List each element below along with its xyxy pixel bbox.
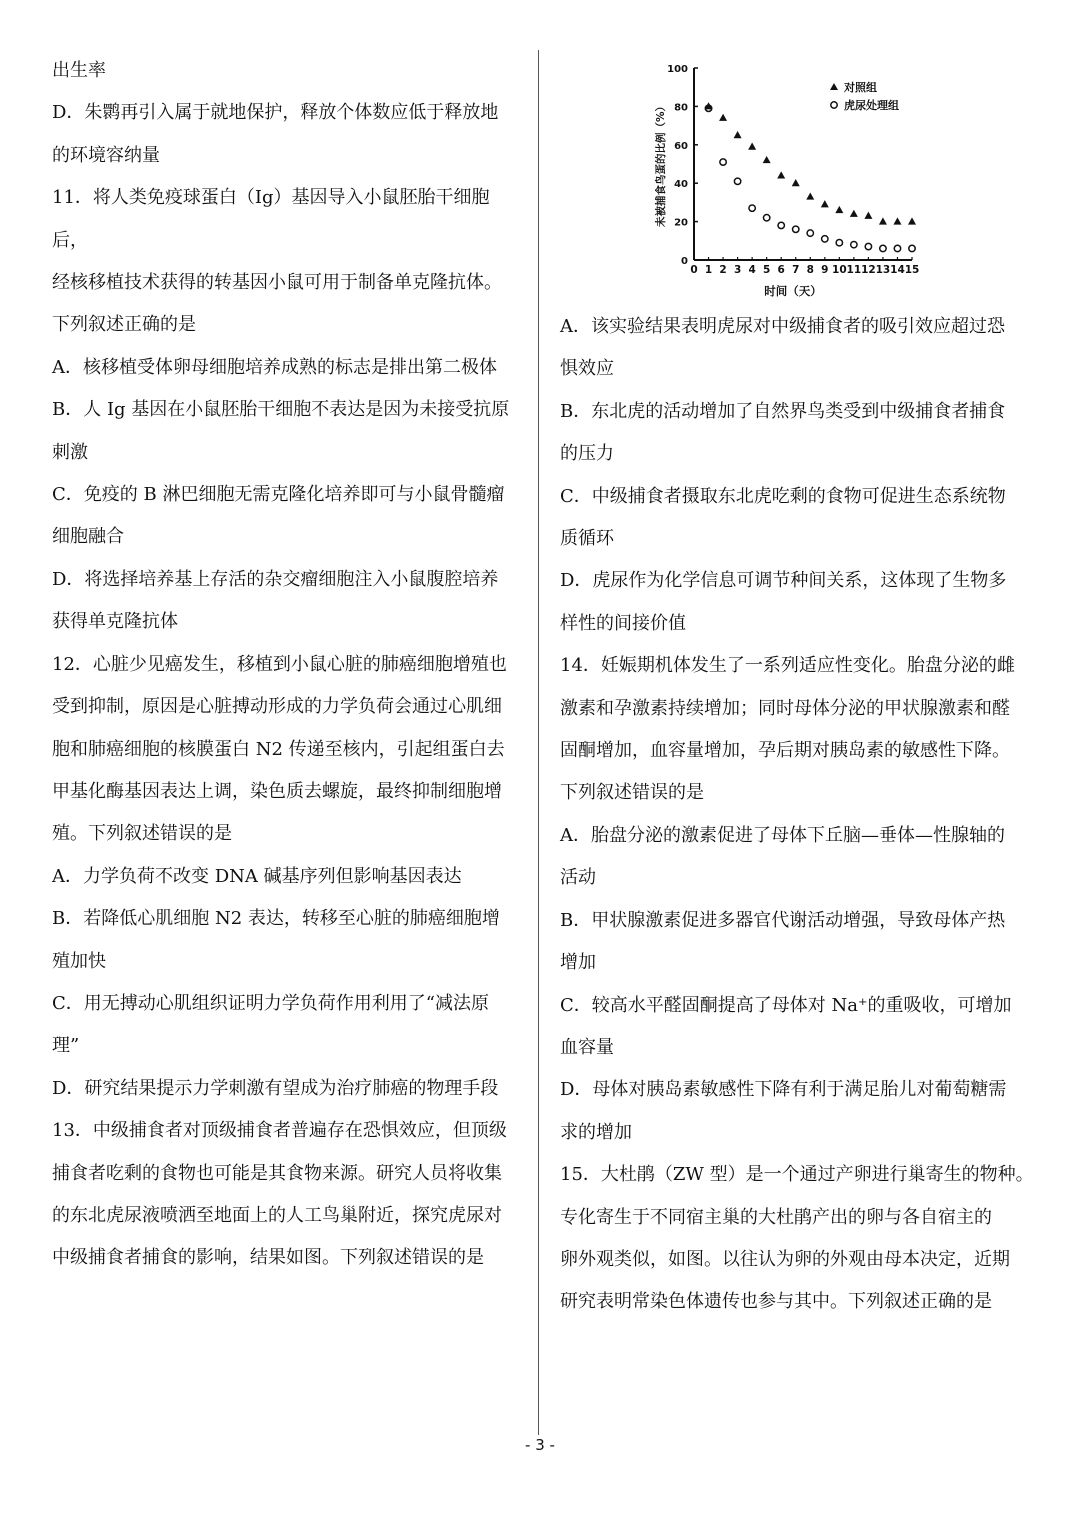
x-tick-label: 5 [763, 264, 771, 276]
predation-chart [648, 55, 928, 305]
x-axis-label: 时间（天） [764, 284, 822, 298]
x-tick-label: 2 [719, 264, 727, 276]
x-tick-label: 1 [704, 264, 713, 276]
text-line: 中级捕食者捕食的影响，结果如图。下列叙述错误的是 [52, 1247, 484, 1269]
text-line: 理” [52, 1035, 80, 1057]
text-line: 殖。下列叙述错误的是 [52, 823, 232, 845]
control-point [821, 200, 829, 207]
legend-marker-treatment [831, 102, 837, 108]
text-line: 捕食者吃剩的食物也可能是其食物来源。研究人员将收集 [52, 1162, 502, 1184]
text-line: 获得单克隆抗体 [52, 611, 178, 633]
text-line: 的压力 [560, 443, 614, 465]
text-line: 质循环 [560, 528, 614, 550]
text-line: 11．将人类免疫球蛋白（Ig）基因导入小鼠胚胎干细胞后， [52, 187, 490, 251]
text-line: 的环境容纳量 [52, 144, 160, 166]
text-line: C．免疫的 B 淋巴细胞无需克隆化培养即可与小鼠骨髓瘤 [52, 484, 505, 506]
y-tick-label: 0 [681, 256, 688, 267]
text-line: 细胞融合 [52, 526, 124, 548]
text-line: 的东北虎尿液喷洒至地面上的人工鸟巢附近，探究虎尿对 [52, 1204, 502, 1226]
text-line: 固酮增加，血容量增加，孕后期对胰岛素的敏感性下降。 [560, 740, 1010, 762]
text-line: D．虎尿作为化学信息可调节种间关系，这体现了生物多 [560, 570, 1007, 592]
text-line: A．胎盘分泌的激素促进了母体下丘脑—垂体—性腺轴的 [560, 824, 1005, 846]
text-line: D．母体对胰岛素敏感性下降有利于满足胎儿对葡萄糖需 [560, 1079, 1007, 1101]
text-line: 激素和孕激素持续增加；同时母体分泌的甲状腺激素和醛 [560, 697, 1010, 719]
text-line: 甲基化酶基因表达上调，染色质去螺旋，最终抑制细胞增 [52, 780, 502, 802]
text-line: C．用无搏动心肌组织证明力学负荷作用利用了“减法原 [52, 992, 489, 1014]
text-line: 下列叙述错误的是 [560, 782, 704, 804]
legend-label-control: 对照组 [844, 81, 877, 94]
y-tick-label: 20 [674, 217, 688, 229]
column-divider [538, 50, 539, 1435]
legend-marker-control [830, 83, 838, 90]
x-tick-label: 13 [875, 264, 891, 276]
treatment-point [807, 230, 813, 236]
x-tick-label: 11 [846, 264, 862, 276]
text-line: D．研究结果提示力学刺激有望成为治疗肺癌的物理手段 [52, 1077, 499, 1099]
x-tick-label: 15 [904, 264, 920, 276]
treatment-point [865, 243, 871, 249]
y-tick-label: 60 [674, 140, 688, 152]
control-point [806, 192, 814, 199]
y-tick-label: 100 [667, 64, 688, 75]
control-point [792, 179, 800, 186]
text-line: C．较高水平醛固酮提高了母体对 Na⁺的重吸收，可增加 [560, 994, 1012, 1016]
text-line: A．核移植受体卵母细胞培养成熟的标志是排出第二极体 [52, 356, 497, 378]
x-tick-label: 3 [733, 264, 742, 276]
treatment-point [880, 245, 886, 251]
text-line: 经核移植技术获得的转基因小鼠可用于制备单克隆抗体。 [52, 272, 502, 294]
text-line: A．该实验结果表明虎尿对中级捕食者的吸引效应超过恐 [560, 316, 1005, 337]
treatment-point [778, 222, 784, 228]
y-tick-label: 80 [674, 102, 688, 114]
x-tick-label: 14 [890, 264, 905, 276]
text-line: 出生率 [52, 60, 106, 81]
text-line: 13．中级捕食者对顶级捕食者普遍存在恐惧效应，但顶级 [52, 1120, 507, 1142]
text-line: 研究表明常染色体遗传也参与其中。下列叙述正确的是 [560, 1291, 992, 1313]
control-point [893, 217, 901, 224]
treatment-point [749, 205, 755, 211]
control-point [748, 143, 756, 150]
chart-svg [648, 55, 928, 305]
text-line: C．中级捕食者摄取东北虎吃剩的食物可促进生态系统物 [560, 485, 1006, 507]
control-point [719, 114, 727, 121]
right-column [560, 306, 1034, 1324]
text-line: B．人 Ig 基因在小鼠胚胎干细胞不表达是因为未接受抗原 [52, 399, 510, 421]
text-line: 下列叙述正确的是 [52, 314, 196, 336]
page-number: - 3 - [525, 1436, 555, 1454]
x-tick-label: 0 [690, 264, 698, 276]
control-point [763, 156, 771, 163]
text-line: 胞和肺癌细胞的核膜蛋白 N2 传递至核内，引起组蛋白去 [52, 738, 505, 760]
treatment-point [763, 215, 769, 221]
y-tick-label: 40 [674, 179, 688, 191]
control-point [879, 217, 887, 224]
text-line: D．朱鹮再引入属于就地保护，释放个体数应低于释放地 [52, 102, 499, 124]
x-tick-label: 9 [821, 264, 829, 276]
control-point [864, 212, 872, 219]
legend-label-treatment: 虎尿处理组 [844, 99, 899, 112]
x-tick-label: 10 [832, 264, 847, 276]
treatment-point [793, 226, 799, 232]
y-axis-label: 未被捕食鸟蛋的比例（%） [655, 100, 667, 228]
treatment-point [822, 236, 828, 242]
x-tick-label: 6 [777, 264, 785, 276]
text-line: 卵外观类似，如图。以往认为卵的外观由母本决定，近期 [560, 1248, 1010, 1270]
text-line: 血容量 [560, 1036, 614, 1058]
control-point [777, 171, 785, 178]
control-point [850, 210, 858, 217]
text-line: 12．心脏少见癌发生，移植到小鼠心脏的肺癌细胞增殖也 [52, 653, 507, 675]
text-line: 活动 [560, 867, 596, 889]
treatment-point [894, 245, 900, 251]
x-tick-label: 12 [861, 264, 876, 276]
text-line: B．若降低心肌细胞 N2 表达，转移至心脏的肺癌细胞增 [52, 908, 500, 930]
text-line: D．将选择培养基上存活的杂交瘤细胞注入小鼠腹腔培养 [52, 568, 499, 590]
left-column [52, 50, 522, 1280]
treatment-point [909, 245, 915, 251]
text-line: A．力学负荷不改变 DNA 碱基序列但影响基因表达 [52, 865, 462, 887]
text-line: 殖加快 [52, 950, 106, 972]
control-point [734, 131, 742, 138]
treatment-point [836, 240, 842, 246]
text-line: 14．妊娠期机体发生了一系列适应性变化。胎盘分泌的雌 [560, 655, 1015, 677]
text-line: 求的增加 [560, 1121, 632, 1143]
text-line: B．甲状腺激素促进多器官代谢活动增强，导致母体产热 [560, 909, 1006, 931]
text-line: 15．大杜鹃（ZW 型）是一个通过产卵进行巢寄生的物种。 [560, 1164, 1034, 1186]
text-line: 增加 [560, 952, 596, 974]
control-point [908, 217, 916, 224]
text-line: 受到抑制，原因是心脏搏动形成的力学负荷会通过心肌细 [52, 696, 502, 718]
text-line: 惧效应 [560, 358, 614, 380]
x-tick-label: 8 [806, 264, 814, 276]
text-line: 专化寄生于不同宿主巢的大杜鹃产出的卵与各自宿主的 [560, 1206, 992, 1228]
x-tick-label: 4 [748, 264, 756, 276]
treatment-point [851, 241, 857, 247]
text-line: 刺激 [52, 441, 88, 463]
control-point [835, 206, 843, 213]
treatment-point [720, 159, 726, 165]
x-tick-label: 7 [792, 264, 800, 276]
text-line: 样性的间接价值 [560, 612, 686, 634]
text-line: B．东北虎的活动增加了自然界鸟类受到中级捕食者捕食 [560, 400, 1006, 422]
treatment-point [734, 178, 740, 184]
